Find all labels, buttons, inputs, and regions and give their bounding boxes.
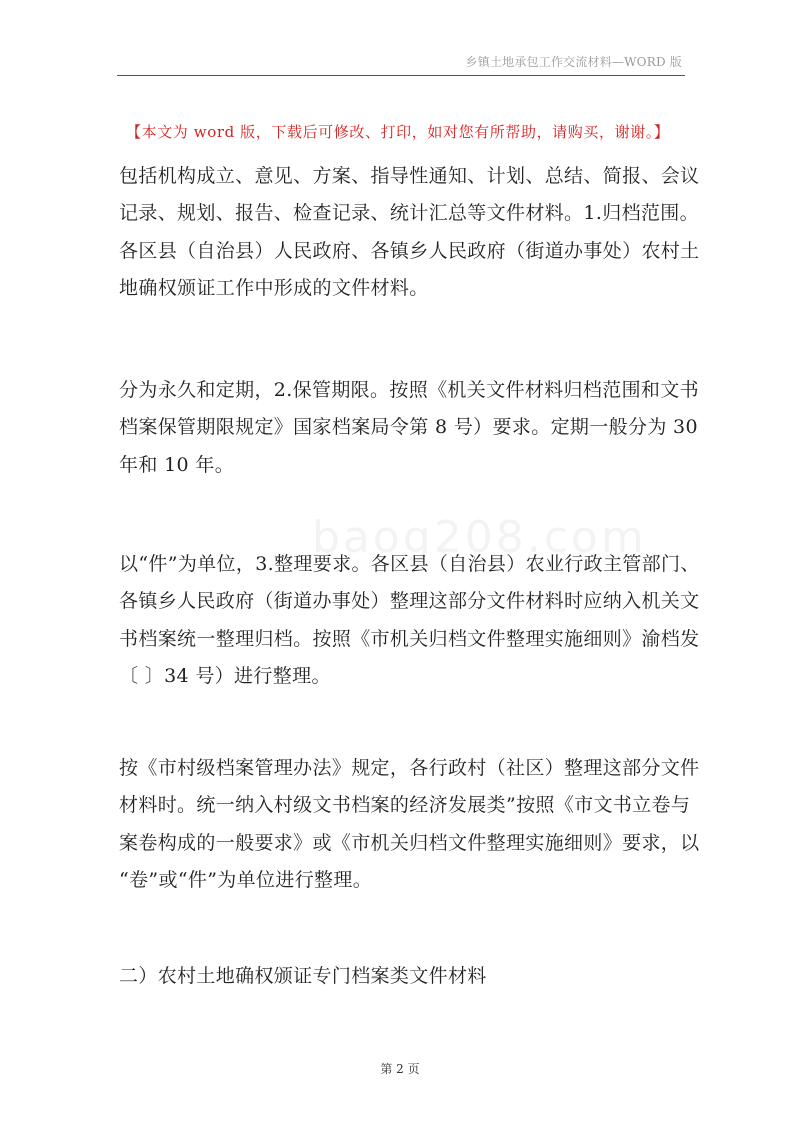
paragraph-line: 分为永久和定期，2.保管期限。按照《机关文件材料归档范围和文书 bbox=[119, 379, 699, 401]
paragraph-line: 按《市村级档案管理办法》规定，各行政村（社区）整理这部分文件 bbox=[119, 757, 700, 779]
paragraph-line: 各镇乡人民政府（街道办事处）整理这部分文件材料时应纳入机关文 bbox=[119, 590, 700, 613]
header-title: 乡镇土地承包工作交流材料—WORD 版 bbox=[465, 55, 682, 69]
paragraph-line: 档案保管期限规定》国家档案局令第 8 号）要求。定期一般分为 30 bbox=[119, 416, 698, 439]
paragraph-line: 〔 〕34 号）进行整理。 bbox=[119, 664, 331, 687]
paragraph-line: 案卷构成的一般要求》或《市机关归档文件整理实施细则》要求，以 bbox=[119, 831, 700, 854]
paragraph-line: 年和 10 年。 bbox=[119, 453, 235, 476]
section-heading-text: 二）农村土地确权颁证专门档案类文件材料 bbox=[119, 965, 487, 987]
paragraph-3 bbox=[119, 546, 700, 695]
section-heading bbox=[119, 958, 689, 995]
paragraph-line: 记录、规划、报告、检查记录、统计汇总等文件材料。1.归档范围。 bbox=[119, 202, 699, 225]
paragraph-line: 材料时。统一纳入村级文书档案的经济发展类”按照《市文书立卷与 bbox=[119, 794, 691, 817]
paragraph-line: 地确权颁证工作中形成的文件材料。 bbox=[119, 276, 429, 299]
paragraph-4 bbox=[119, 750, 700, 899]
paragraph-line: 各区县（自治县）人民政府、各镇乡人民政府（街道办事处）农村土 bbox=[119, 239, 700, 262]
watermark-text: baog208.com bbox=[312, 512, 647, 563]
paragraph-1 bbox=[119, 158, 700, 307]
page-number: 第 2 页 bbox=[380, 1062, 420, 1076]
paragraph-line: 书档案统一整理归档。按照《市机关归档文件整理实施细则》渝档发 bbox=[119, 627, 700, 650]
paragraph-line: 包括机构成立、意见、方案、指导性通知、计划、总结、简报、会议 bbox=[119, 165, 700, 187]
paragraph-line: “卷”或“件”为单位进行整理。 bbox=[119, 868, 373, 891]
paragraph-line: 以“件”为单位，3.整理要求。各区县（自治县）农业行政主管部门、 bbox=[119, 553, 700, 575]
header-divider bbox=[117, 75, 685, 76]
purchase-notice: 【本文为 word 版，下载后可修改、打印，如对您有所帮助，请购买，谢谢。】 bbox=[126, 123, 670, 141]
paragraph-2 bbox=[119, 372, 699, 484]
